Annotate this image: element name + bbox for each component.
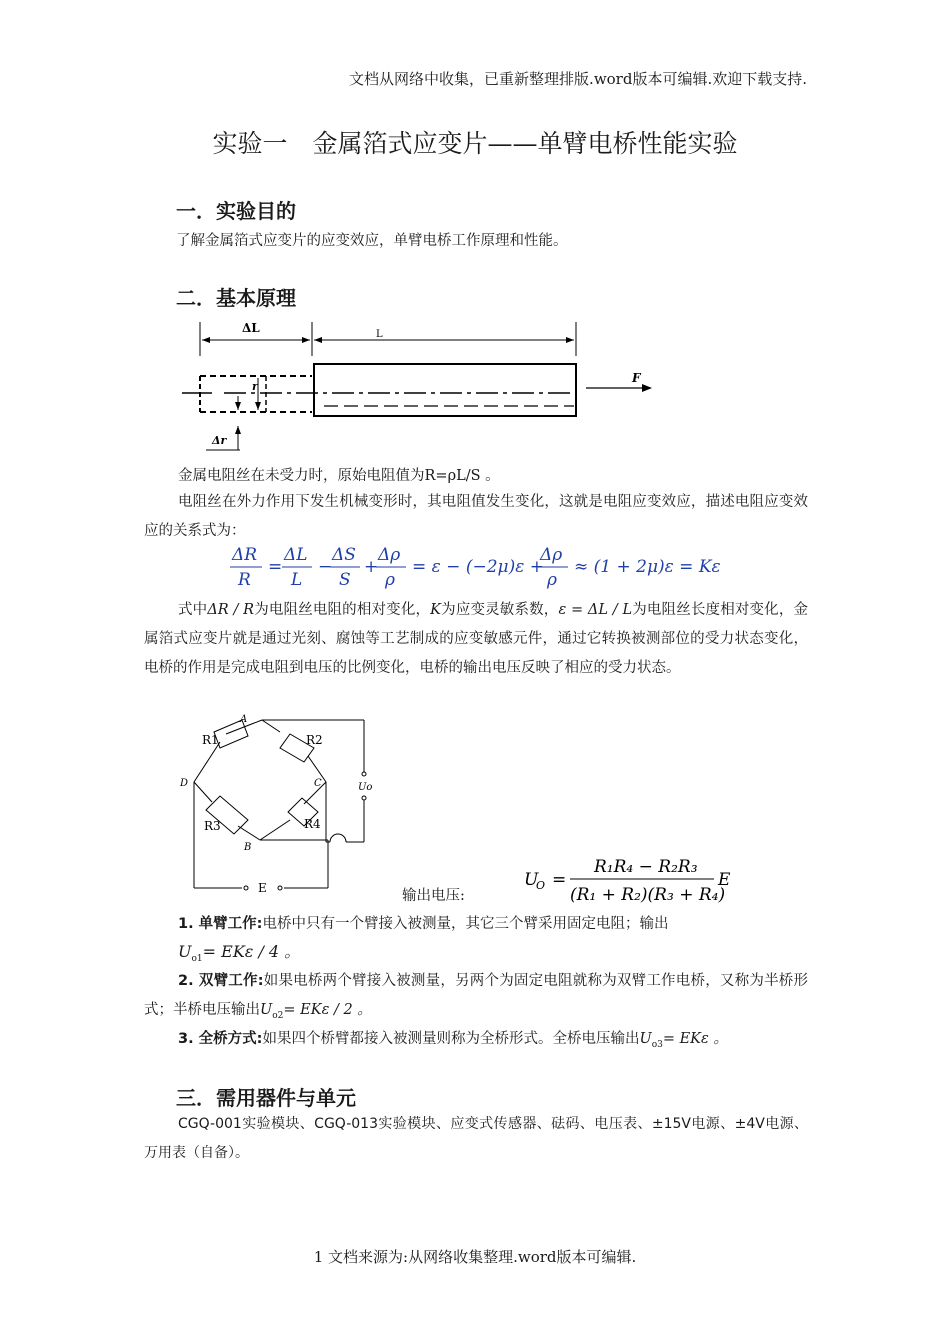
original-resistance-text: 金属电阻丝在未受力时，原始电阻值为R=ρL/S 。 — [178, 468, 500, 484]
svg-text:B: B — [244, 842, 252, 853]
page-header-note: 文档从网络中收集，已重新整理排版.word版本可编辑.欢迎下载支持. — [349, 70, 807, 88]
svg-text:+: + — [364, 557, 379, 577]
output-voltage-label: 输出电压: — [402, 888, 465, 904]
strain-effect-text: 电阻丝在外力作用下发生机械变形时，其电阻值发生变化，这就是电阻应变效应，描述电阻应变效应的关系式为： — [144, 494, 808, 539]
svg-text:D: D — [180, 778, 189, 789]
page-title: 实验一 金属箔式应变片——单臂电桥性能实验 — [212, 129, 738, 158]
svg-text:O: O — [536, 879, 546, 892]
svg-text:Δρ: Δρ — [540, 545, 563, 565]
svg-text:=: = — [268, 557, 283, 577]
svg-text:Δρ: Δρ — [378, 545, 401, 565]
svg-text:(R₁ + R₂)(R₃ + R₄): (R₁ + R₂)(R₃ + R₄) — [570, 885, 726, 905]
page-footer: 1 文档来源为:从网络收集整理.word版本可编辑. — [313, 1248, 637, 1266]
svg-text:A: A — [240, 714, 248, 725]
svg-text:R: R — [238, 570, 251, 590]
double-arm-description: 2. 双臂工作:如果电桥两个臂接入被测量，另两个为固定电阻就称为双臂工作电桥，又称为半桥形式；半桥电压输出$U_{o2}= EK\varepsilon / 2$ 。 — [144, 973, 808, 1021]
svg-text:R3: R3 — [204, 819, 221, 833]
svg-text:= ε − (−2μ)ε +: = ε − (−2μ)ε + — [412, 557, 544, 577]
svg-text:ρ: ρ — [385, 570, 395, 590]
svg-text:R₁R₄ − R₂R₃: R₁R₄ − R₂R₃ — [594, 857, 698, 877]
section-3-heading: 三．需用器件与单元 — [176, 1086, 356, 1110]
section-1-heading: 一．实验目的 — [176, 199, 296, 223]
delta-r-label: Δr — [212, 434, 227, 447]
svg-text:R1: R1 — [202, 733, 219, 747]
svg-text:Uo: Uo — [358, 782, 373, 793]
svg-text:ρ: ρ — [547, 570, 557, 590]
section-2-heading: 二．基本原理 — [176, 286, 296, 310]
svg-text:E: E — [258, 881, 267, 895]
svg-text:C: C — [314, 778, 322, 789]
svg-text:ΔL: ΔL — [284, 545, 308, 565]
wheatstone-bridge-circuit — [176, 712, 386, 898]
radius-label: r — [252, 380, 258, 393]
svg-text:≈ (1 + 2μ)ε = Kε: ≈ (1 + 2μ)ε = Kε — [574, 557, 721, 577]
full-bridge-description: 3. 全桥方式:如果四个桥臂都接入被测量则称为全桥形式。全桥电压输出$U_{o3}= EK\varepsilon$ 。 — [178, 1031, 728, 1050]
svg-text:L: L — [291, 570, 303, 590]
svg-text:ΔS: ΔS — [332, 545, 356, 565]
svg-text:E: E — [718, 870, 731, 890]
single-arm-formula: $U_{o1}= EK\varepsilon / 4$ 。 — [178, 942, 301, 965]
formula-explanation: 式中ΔR / R为电阻丝电阻的相对变化，K为应变灵敏系数，ε = ΔL / L为电阻丝长度相对变化，金属箔式应变片就是通过光刻、腐蚀等工艺制成的应变敏感元件，通过它转换被测部位的受力状态变化，电桥的作用是完成电阻到电压的比例变化，电桥的输出电压反映了相应的受力状态。 — [144, 602, 809, 676]
svg-text:ΔR: ΔR — [232, 545, 258, 565]
svg-text:−: − — [318, 557, 333, 577]
svg-text:S: S — [339, 570, 351, 590]
wire-body — [314, 364, 576, 416]
section-3-text: CGQ-001实验模块、CGQ-013实验模块、应变式传感器、砝码、电压表、±15V电源、±4V电源、万用表（自备）。 — [144, 1116, 808, 1161]
output-voltage-formula — [520, 852, 740, 908]
delta-l-label: ΔL — [242, 321, 260, 335]
svg-text:U: U — [524, 870, 539, 890]
section-1-text: 了解金属箔式应变片的应变效应，单臂电桥工作原理和性能。 — [176, 233, 568, 249]
svg-text:=: = — [552, 870, 567, 890]
length-label: L — [376, 329, 383, 340]
force-label: F — [632, 371, 641, 385]
svg-text:R4: R4 — [304, 817, 321, 831]
single-arm-description: 1. 单臂工作:电桥中只有一个臂接入被测量，其它三个臂采用固定电阻；输出 — [178, 916, 669, 932]
strain-formula — [228, 540, 728, 594]
wire-strain-figure — [176, 316, 666, 454]
svg-text:R2: R2 — [306, 733, 323, 747]
